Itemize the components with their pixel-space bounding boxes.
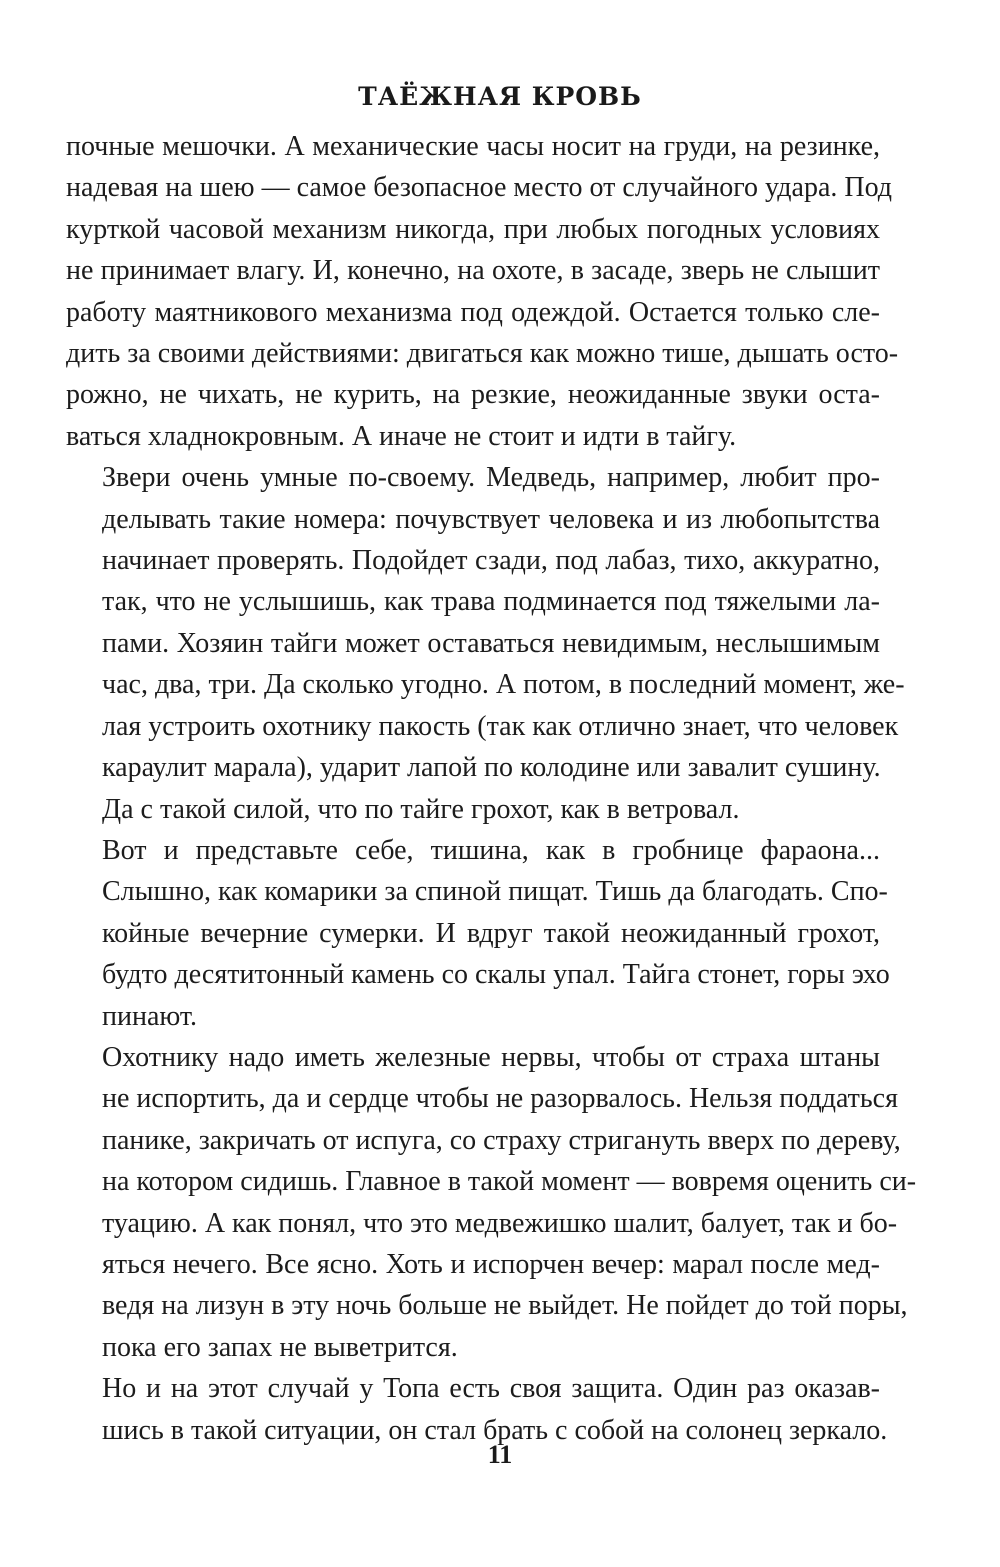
text-line: пинают. — [102, 1000, 198, 1032]
text-line: панике, закричать от испуга, со страху стригануть вверх по дереву, — [102, 1124, 901, 1156]
text-line: на котором сидишь. Главное в такой момент — вовремя оценить си- — [102, 1166, 917, 1198]
text-line: будто десятитонный камень со скалы упал. Тайга стонет, горы эхо — [102, 959, 890, 991]
paragraph-5 — [66, 1368, 888, 1451]
text-line: рожно, не чихать, не курить, на резкие, неожиданные звуки оста- — [66, 379, 880, 411]
text-line: ваться хладнокровным. А иначе не стоит и идти в тайгу. — [66, 420, 737, 452]
body-text — [66, 126, 917, 1451]
paragraph-2 — [66, 457, 905, 830]
text-line: не испортить, да и сердце чтобы не разорвалось. Нельзя поддаться — [102, 1083, 898, 1115]
text-line: так, что не услышишь, как трава подминается под тяжелыми ла- — [102, 586, 880, 618]
paragraph-3 — [66, 830, 890, 1037]
text-line: яться нечего. Все ясно. Хоть и испорчен вечер: марал после мед- — [102, 1248, 880, 1280]
text-line: работу маятникового механизма под одеждой. Остается только сле- — [66, 296, 880, 328]
text-line: Охотнику надо иметь железные нервы, чтобы от страха штаны — [102, 1041, 880, 1073]
text-line: Слышно, как комарики за спиной пищат. Тишь да благодать. Спо- — [102, 876, 888, 908]
text-line: не принимает влагу. И, конечно, на охоте, в засаде, зверь не слышит — [66, 255, 880, 287]
text-line: пока его запах не выветрится. — [102, 1331, 458, 1363]
text-line: надевая на шею — самое безопасное место от случайного удара. Под — [66, 172, 893, 204]
text-line: Но и на этот случай у Топа есть своя защита. Один раз оказав- — [102, 1373, 880, 1405]
text-line: дить за своими действиями: двигаться как можно тише, дышать осто- — [66, 338, 899, 370]
text-line: делывать такие номера: почувствует человека и из любопытства — [102, 503, 880, 535]
text-line: лая устроить охотнику пакость (так как отлично знает, что человек — [102, 710, 899, 742]
text-line: Вот и представьте себе, тишина, как в гробнице фараона... — [102, 834, 880, 866]
text-line: Да с такой силой, что по тайге грохот, как в ветровал. — [102, 793, 740, 825]
text-line: ведя на лизун в эту ночь больше не выйдет. Не пойдет до той поры, — [102, 1290, 908, 1322]
text-line: пами. Хозяин тайги может оставаться невидимым, неслышимым — [102, 627, 880, 659]
text-line: койные вечерние сумерки. И вдруг такой неожиданный грохот, — [102, 917, 880, 949]
text-line: караулит марала), ударит лапой по колодине или завалит сушину. — [102, 752, 881, 784]
paragraph-1 — [66, 126, 899, 457]
text-line: час, два, три. Да сколько угодно. А потом, в последний момент, же- — [102, 669, 905, 701]
text-line: курткой часовой механизм никогда, при любых погодных условиях — [66, 213, 880, 245]
paragraph-4 — [66, 1037, 917, 1368]
text-line: начинает проверять. Подойдет сзади, под лабаз, тихо, аккуратно, — [102, 545, 880, 577]
text-line: туацию. А как понял, что это медвежишко шалит, балует, так и бо- — [102, 1207, 898, 1239]
running-header: ТАЁЖНАЯ КРОВЬ — [358, 82, 642, 111]
text-line: почные мешочки. А механические часы носит на груди, на резинке, — [66, 131, 880, 162]
page-number: 11 — [487, 1440, 513, 1469]
text-line: Звери очень умные по-своему. Медведь, например, любит про- — [102, 462, 880, 494]
text-line: шись в такой ситуации, он стал брать с собой на солонец зеркало. — [102, 1414, 888, 1446]
